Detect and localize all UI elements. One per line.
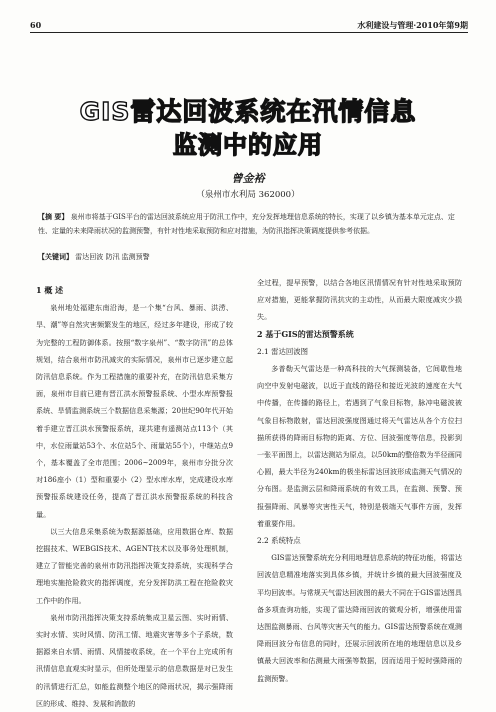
- section-1-paragraph-1: 泉州地处福建东南沿海，是一个集“台风、暴雨、洪涝、旱、潮”等自然灾害频繁发生的地区，经过多年建设，形成了较为完整的工程防御体系。按照“数字泉州”、“数字防汛”的总体规划，结合泉州市防汛减灾的实际情况，泉州市已逐步建立起防汛信息系统。作为工程措施的重要补充，在防汛信息采集方面，泉州市目前已建有晋江洪水预警报系统、小型水库预警报系统、旱情监测系统三个数据信息采集源；20世纪90年代开始着手建立晋江洪水预警报系统，现共建有遥测站点113个（其中，水位雨量站53个、水位站5个、雨量站55个），中继站点9个，基本覆盖了全市范围；2006~2009年，泉州市分批分次对186座小（1）型和重要小（2）型水库水库，完成建设水库预警报系统建设任务，提高了晋江洪水预警报系统的科技含量。: [36, 303, 233, 519]
- left-column: [36, 282, 233, 712]
- section-1-continuation: 全过程，提早预警，以结合各地区汛情情况有针对性地采取预防应对措施，更能掌握防汛抗灾的主动性，从而最大限度减灾少损失。: [257, 278, 462, 322]
- keywords: [38, 252, 460, 262]
- section-2-1-paragraph: 多普勒天气雷达是一种高科技的大气探测装备，它间歇性地向空中发射电磁波，以近于直线的路径和接近光波的速度在大气中传播，在传播的路径上，若遇到了气象目标物，脉冲电磁波被气象目标物散射，雷达回波强度图通过将天气雷达从各个方位扫描所获得的降雨目标物的距离、方位、回波强度等信息，投影到一张平面图上，以雷达测站为原点，以50km的整倍数为半径画同心圆，最大半径为240km的极坐标雷达回波形成监测天气情况的分布图。是监测云层和降雨系统的有效工具，在监测、预警、预报强降雨、风暴等灾害性天气，特别是极端天气事件方面，发挥着重要作用。: [257, 364, 462, 528]
- section-2-2-heading: 2.2 系统特点: [257, 536, 301, 546]
- section-2-heading: 2 基于GIS的雷达预警系统: [257, 328, 354, 339]
- section-2-2-paragraph: GIS雷达预警系统充分利用地理信息系统的特征功能，将雷达回波信息精准地落实到具体乡镇，并统计乡镇的最大回波强度及平均回波率。与常规天气雷达回波图的最大不同在于GIS雷达图具备多项查询功能，实现了雷达降雨回波的微观分析，增强使用雷达图监测暴雨、台风等灾害天气的能力。GIS雷达预警系统在观测降雨回波分布信息的同时，还展示回波所在地的地理信息以及乡镇最大回波率和估测最大雨强等数据，因而适用于短时强降雨的监测预警。: [257, 553, 462, 683]
- abstract-label: 【摘 要】: [38, 212, 69, 221]
- header-rule: [30, 32, 468, 33]
- section-1-paragraph-3: 泉州市防汛指挥决策支持系统集成卫星云图、实时雨情、实时水情、实时风情、防汛工情、地震灾害等多个子系统，数据源来自水情、雨情、风情接收系统，在一个平台上完成所有汛情信息直观实时显示，但所处理显示的信息数据是对已发生的汛情进行汇总，如能监测整个地区的降雨状况，揭示强降雨区的形成、维持、发展和消散的: [36, 612, 233, 708]
- article-title-line2: 监测中的应用: [173, 131, 323, 159]
- author: 曾金裕: [231, 172, 265, 185]
- section-1-paragraph-2: 以三大信息采集系统为数据源基础，应用数据仓库、数据挖掘技术、WEBGIS技术、AGENT技术以及事务处理机制，建立了智能完善的泉州市防汛指挥决策支持系统，实现科学合理地实施抢险救灾的指挥调度，充分发挥防洪工程在抢险救灾工作中的作用。: [36, 526, 233, 605]
- keywords-text: 雷达回波 防汛 监测预警: [75, 253, 150, 261]
- section-1-heading: 1 概 述: [36, 285, 64, 295]
- right-column: [257, 274, 462, 687]
- abstract-text: 泉州市将基于GIS平台的雷达回波系统应用于防汛工作中，充分发挥地理信息系统的特长，实现了以乡镇为基本单元定点、定性、定量的未来降雨状况的监测预警，有针对性地采取预防和应对措施，为防汛指挥决策调度提供参考依据。: [38, 213, 455, 235]
- journal-name: 水利建设与管理·2010年第9期: [357, 20, 468, 30]
- page-number: 60: [30, 20, 42, 30]
- affiliation: （泉州市水利局 362000）: [196, 190, 300, 200]
- abstract: [38, 210, 460, 238]
- article-title-line1: GIS雷达回波系统在汛情信息: [79, 97, 417, 126]
- keywords-label: 【关键词】: [38, 252, 73, 261]
- running-header: [30, 20, 468, 34]
- section-2-1-heading: 2.1 雷达回波图: [257, 346, 309, 356]
